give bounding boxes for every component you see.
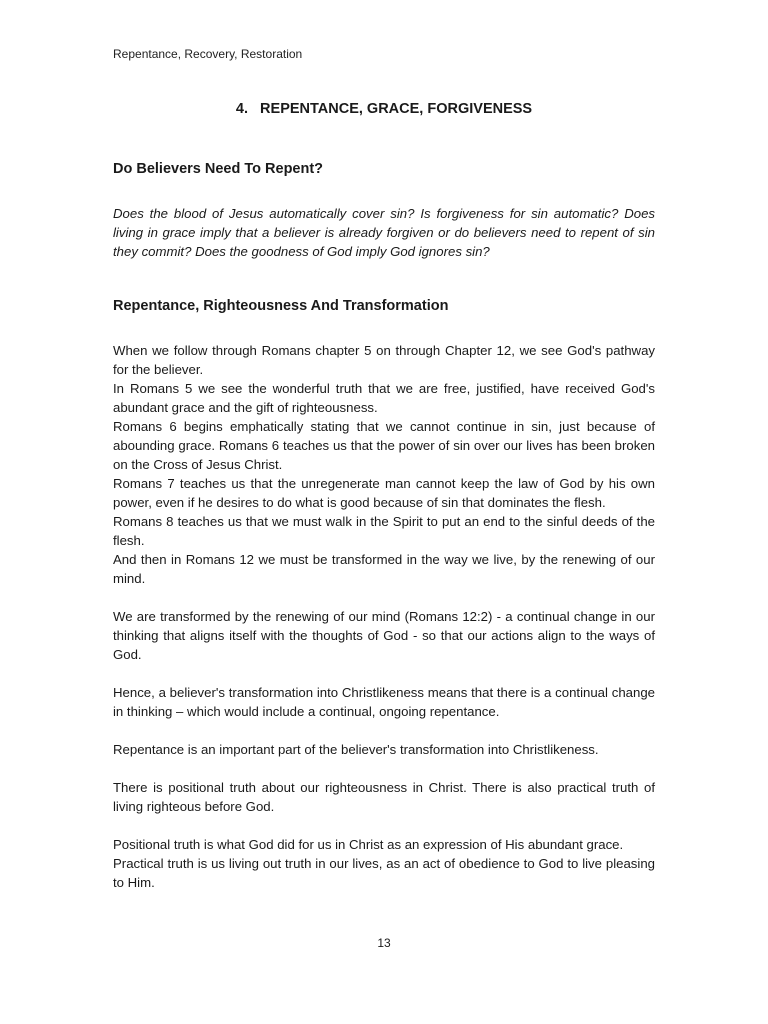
body-paragraph: And then in Romans 12 we must be transformed in the way we live, by the renewing of our mind. bbox=[113, 552, 655, 586]
body-paragraph: When we follow through Romans chapter 5 on through Chapter 12, we see God's pathway for the believer. bbox=[113, 343, 655, 377]
paragraph-spacer bbox=[113, 759, 655, 778]
body-text bbox=[113, 341, 655, 892]
body-paragraph: Romans 8 teaches us that we must walk in the Spirit to put an end to the sinful deeds of the flesh. bbox=[113, 514, 655, 548]
body-paragraph: There is positional truth about our righteousness in Christ. There is also practical truth of living righteous before God. bbox=[113, 780, 655, 814]
body-paragraph: Repentance is an important part of the believer's transformation into Christlikeness. bbox=[113, 742, 599, 757]
section-heading-believers-repent: Do Believers Need To Repent? bbox=[113, 161, 324, 177]
section-heading-transformation: Repentance, Righteousness And Transformation bbox=[113, 298, 449, 314]
body-paragraph: We are transformed by the renewing of our mind (Romans 12:2) - a continual change in our thinking that aligns itself with the thoughts of God - so that our actions align to the ways of God. bbox=[113, 609, 655, 662]
running-header: Repentance, Recovery, Restoration bbox=[113, 47, 303, 61]
body-paragraph: In Romans 5 we see the wonderful truth that we are free, justified, have received God's abundant grace and the gift of righteousness. bbox=[113, 381, 655, 415]
paragraph-spacer bbox=[113, 721, 655, 740]
body-paragraph: Positional truth is what God did for us in Christ as an expression of His abundant grace. bbox=[113, 837, 624, 852]
intro-question-paragraph: Does the blood of Jesus automatically cover sin? Is forgiveness for sin automatic? Does living in grace imply that a believer is already forgiven or do believers need to repent of sin they commit? Does the goodness of God imply God ignores sin? bbox=[113, 206, 655, 259]
body-paragraph: Hence, a believer's transformation into Christlikeness means that there is a continual change in thinking – which would include a continual, ongoing repentance. bbox=[113, 685, 655, 719]
body-paragraph: Romans 6 begins emphatically stating that we cannot continue in sin, just because of abounding grace. Romans 6 teaches us that the power of sin over our lives has been broken on the Cross of Jesus Christ. bbox=[113, 419, 655, 472]
page-number: 13 bbox=[377, 936, 391, 950]
body-paragraph: Practical truth is us living out truth in our lives, as an act of obedience to God to live pleasing to Him. bbox=[113, 856, 655, 890]
chapter-title: 4. REPENTANCE, GRACE, FORGIVENESS bbox=[235, 101, 533, 117]
paragraph-spacer bbox=[113, 816, 655, 835]
body-paragraph: Romans 7 teaches us that the unregenerate man cannot keep the law of God by his own power, even if he desires to do what is good because of sin that dominates the flesh. bbox=[113, 476, 655, 510]
paragraph-spacer bbox=[113, 588, 655, 607]
paragraph-spacer bbox=[113, 664, 655, 683]
